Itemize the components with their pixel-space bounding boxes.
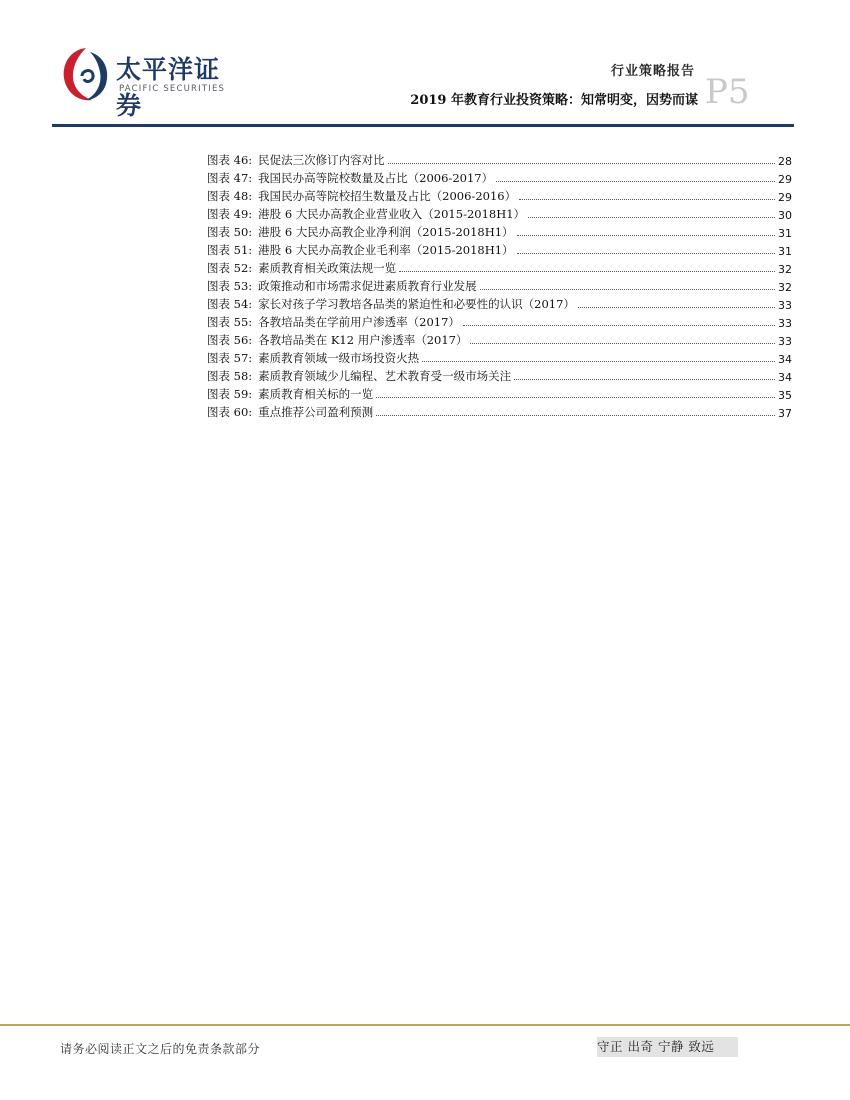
toc-entry[interactable] xyxy=(207,402,792,420)
toc-entry-title: 港股 6 大民办高教企业毛利率（2015-2018H1） xyxy=(258,243,514,257)
toc-dot-leader xyxy=(470,343,775,344)
footer-disclaimer: 请务必阅读正文之后的免责条款部分 xyxy=(60,1042,261,1056)
pacific-securities-logo-icon xyxy=(60,44,112,104)
toc-entry-title: 港股 6 大民办高教企业净利润（2015-2018H1） xyxy=(258,225,514,239)
toc-entry-label: 图表 57: xyxy=(207,351,253,365)
brand-name-cn: 太平洋证券 xyxy=(116,55,221,120)
toc-dot-leader xyxy=(517,253,775,254)
toc-entry-label: 图表 60: xyxy=(207,405,253,419)
toc-entry-page: 31 xyxy=(778,245,792,258)
toc-entry-label: 图表 56: xyxy=(207,333,253,347)
toc-entry-page: 35 xyxy=(778,389,792,402)
toc-dot-leader xyxy=(376,415,775,416)
toc-entry[interactable] xyxy=(207,348,792,366)
toc-entry-page: 33 xyxy=(778,299,792,312)
footer-divider xyxy=(0,1024,850,1026)
toc-entry-title: 我国民办高等院校招生数量及占比（2006-2016） xyxy=(258,189,517,203)
toc-entry-label: 图表 46: xyxy=(207,153,253,167)
toc-entry[interactable] xyxy=(207,330,792,348)
toc-entry-page: 32 xyxy=(778,281,792,294)
toc-dot-leader xyxy=(422,361,775,362)
toc-entry-label: 图表 49: xyxy=(207,207,253,221)
toc-entry-title: 我国民办高等院校数量及占比（2006-2017） xyxy=(258,171,494,185)
toc-dot-leader xyxy=(528,217,775,218)
toc-entry-label: 图表 51: xyxy=(207,243,253,257)
toc-dot-leader xyxy=(519,199,775,200)
toc-dot-leader xyxy=(463,325,775,326)
footer-motto: 守正 出奇 宁静 致远 xyxy=(597,1037,738,1057)
toc-dot-leader xyxy=(514,379,775,380)
toc-dot-leader xyxy=(578,307,775,308)
toc-entry[interactable] xyxy=(207,276,792,294)
toc-entry-page: 30 xyxy=(778,209,792,222)
toc-entry[interactable] xyxy=(207,384,792,402)
toc-entry-label: 图表 53: xyxy=(207,279,253,293)
toc-entry[interactable] xyxy=(207,240,792,258)
toc-entry-label: 图表 55: xyxy=(207,315,253,329)
toc-entry-page: 34 xyxy=(778,353,792,366)
toc-entry-label: 图表 47: xyxy=(207,171,253,185)
toc-entry-title: 家长对孩子学习教培各品类的紧迫性和必要性的认识（2017） xyxy=(258,297,575,311)
toc-entry-title: 各教培品类在学前用户渗透率（2017） xyxy=(258,315,460,329)
toc-entry-label: 图表 58: xyxy=(207,369,253,383)
toc-entry-title: 素质教育领域一级市场投资火热 xyxy=(258,351,420,365)
toc-entry[interactable] xyxy=(207,312,792,330)
toc-entry[interactable] xyxy=(207,204,792,222)
toc-entry-label: 图表 50: xyxy=(207,225,253,239)
toc-entry-label: 图表 59: xyxy=(207,387,253,401)
toc-entry-page: 33 xyxy=(778,317,792,330)
report-type: 行业策略报告 xyxy=(610,64,695,79)
toc-entry-title: 各教培品类在 K12 用户渗透率（2017） xyxy=(258,333,468,347)
toc-entry-label: 图表 52: xyxy=(207,261,253,275)
toc-entry-title: 政策推动和市场需求促进素质教育行业发展 xyxy=(258,279,477,293)
toc-entry[interactable] xyxy=(207,150,792,168)
page-header xyxy=(0,0,850,130)
toc-dot-leader xyxy=(388,163,775,164)
toc-dot-leader xyxy=(496,181,775,182)
toc-entry-title: 民促法三次修订内容对比 xyxy=(258,153,385,167)
toc-entry[interactable] xyxy=(207,366,792,384)
toc-entry-label: 图表 54: xyxy=(207,297,253,311)
toc-entry-page: 28 xyxy=(778,155,792,168)
toc-entry-title: 素质教育领域少儿编程、艺术教育受一级市场关注 xyxy=(258,369,512,383)
toc-dot-leader xyxy=(480,289,775,290)
toc-entry-page: 34 xyxy=(778,371,792,384)
toc-entry-title: 重点推荐公司盈利预测 xyxy=(258,405,374,419)
toc-entry-page: 32 xyxy=(778,263,792,276)
toc-entry-title: 港股 6 大民办高教企业营业收入（2015-2018H1） xyxy=(258,207,526,221)
toc-entry-page: 31 xyxy=(778,227,792,240)
toc-entry-title: 素质教育相关标的一览 xyxy=(258,387,374,401)
toc-dot-leader xyxy=(399,271,775,272)
toc-entry-page: 33 xyxy=(778,335,792,348)
toc-dot-leader xyxy=(517,235,775,236)
toc-entry[interactable] xyxy=(207,186,792,204)
toc-entry-page: 37 xyxy=(778,407,792,420)
header-divider xyxy=(52,124,794,127)
figure-list xyxy=(207,150,792,420)
toc-entry[interactable] xyxy=(207,168,792,186)
toc-dot-leader xyxy=(376,397,775,398)
toc-entry-title: 素质教育相关政策法规一览 xyxy=(258,261,397,275)
toc-entry[interactable] xyxy=(207,258,792,276)
company-logo xyxy=(60,44,240,120)
toc-entry-page: 29 xyxy=(778,191,792,204)
toc-entry[interactable] xyxy=(207,294,792,312)
toc-entry[interactable] xyxy=(207,222,792,240)
page-number: P5 xyxy=(705,72,750,112)
toc-entry-label: 图表 48: xyxy=(207,189,253,203)
report-title: 2019 年教育行业投资策略：知常明变，因势而谋 xyxy=(410,93,698,108)
toc-entry-page: 29 xyxy=(778,173,792,186)
brand-name-en: PACIFIC SECURITIES xyxy=(119,84,226,94)
